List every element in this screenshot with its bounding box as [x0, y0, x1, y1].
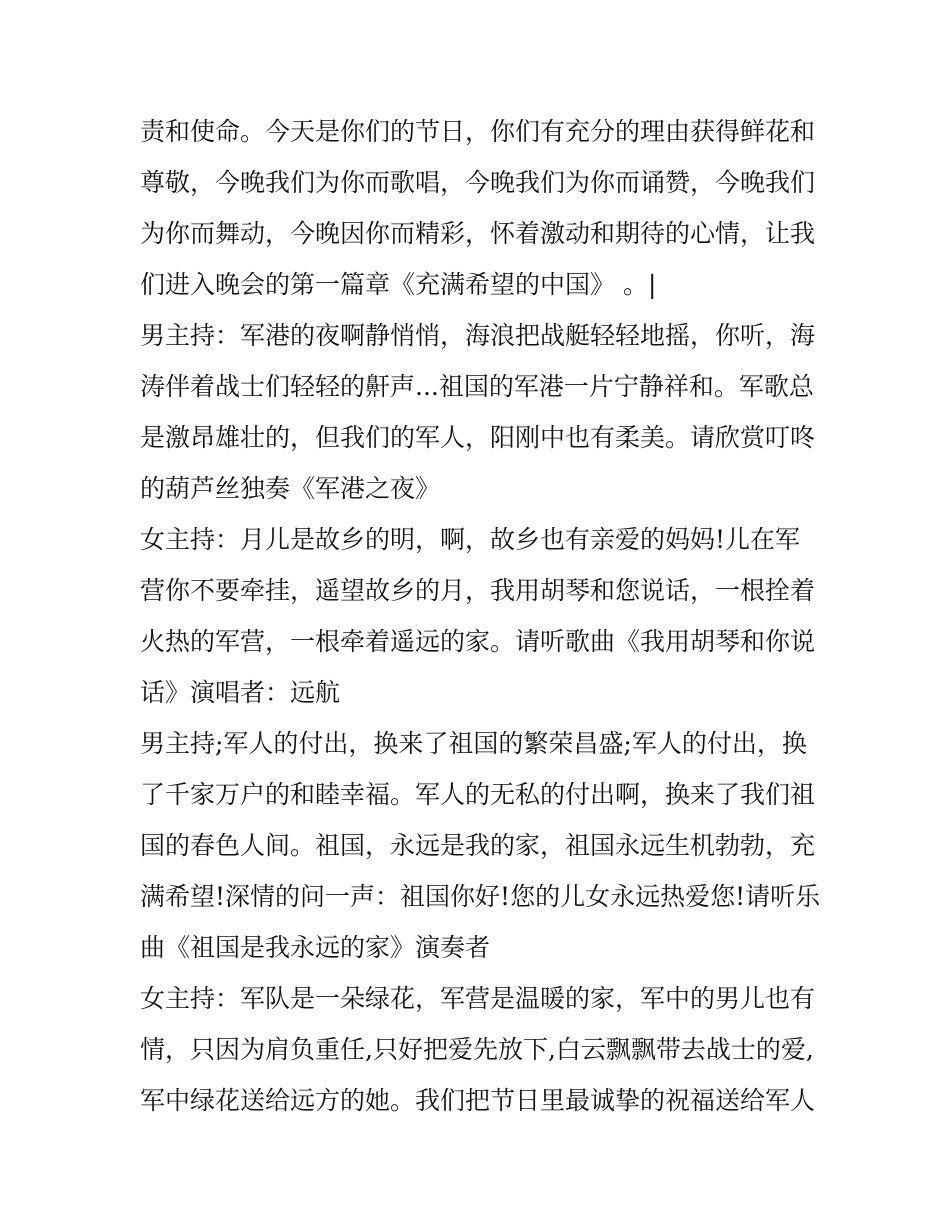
- text-line: 曲《祖国是我永远的家》演奏者: [140, 933, 491, 962]
- text-line: 军中绿花送给远方的她。我们把节日里最诚挚的祝福送给军人: [140, 1086, 816, 1115]
- text-line: 是激昂雄壮的，但我们的军人，阳刚中也有柔美。请欣赏叮咚: [140, 423, 816, 452]
- text-line: 满希望!深情的问一声：祖国你好!您的儿女永远热爱您!请听乐: [140, 882, 821, 911]
- text-line: 国的春色人间。祖国，永远是我的家，祖国永远生机勃勃，充: [140, 831, 816, 860]
- text-line: 男主持;军人的付出，换来了祖国的繁荣昌盛;军人的付出，换: [140, 729, 807, 758]
- text-line: 话》演唱者：远航: [140, 678, 341, 707]
- text-line: 了千家万户的和睦幸福。军人的无私的付出啊，换来了我们祖: [140, 780, 816, 809]
- text-line: 涛伴着战士们轻轻的鼾声...祖国的军港一片宁静祥和。军歌总: [140, 372, 814, 401]
- text-line: 女主持：军队是一朵绿花，军营是温暖的家，军中的男儿也有: [140, 984, 816, 1013]
- text-line: 男主持：军港的夜啊静悄悄，海浪把战艇轻轻地摇，你听，海: [140, 321, 816, 350]
- text-line: 为你而舞动，今晚因你而精彩，怀着激动和期待的心情，让我: [140, 219, 816, 248]
- text-line: 的葫芦丝独奏《军港之夜》: [140, 474, 441, 503]
- text-line: 火热的军营，一根牵着遥远的家。请听歌曲《我用胡琴和你说: [140, 627, 816, 656]
- text-line: 营你不要牵挂，遥望故乡的月，我用胡琴和您说话，一根拴着: [140, 576, 816, 605]
- text-line: 尊敬，今晚我们为你而歌唱，今晚我们为你而诵赞，今晚我们: [140, 168, 816, 197]
- text-line: 们进入晚会的第一篇章《充满希望的中国》 。|: [140, 270, 657, 299]
- text-line: 女主持：月儿是故乡的明，啊，故乡也有亲爱的妈妈!儿在军: [140, 525, 801, 554]
- text-line: 责和使命。今天是你们的节日，你们有充分的理由获得鲜花和: [140, 117, 816, 146]
- document-body: [140, 106, 830, 1126]
- text-line: 情，只因为肩负重任,只好把爱先放下,白云飘飘带去战士的爱,: [140, 1035, 814, 1064]
